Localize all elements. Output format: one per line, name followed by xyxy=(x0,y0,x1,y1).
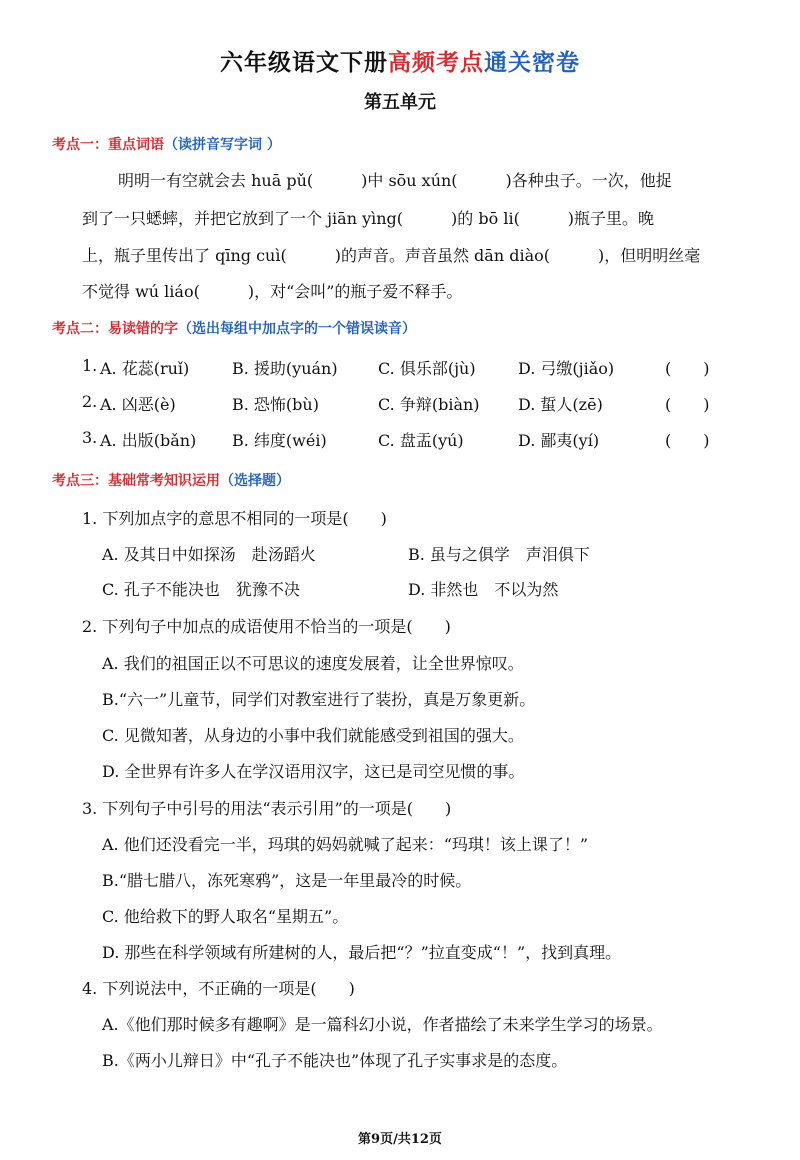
question-4-option-b: B.《两小儿辩日》中“孔子不能决也”体现了孔子实事求是的态度。 xyxy=(102,1051,568,1070)
question-1-option-b: B. 虽与之俱学 声泪俱下 xyxy=(408,545,590,564)
section1-line-2: 到了一只蟋蟀，并把它放到了一个 jiān yìng( )的 bō li( )瓶子里。晚 xyxy=(82,209,655,228)
option-a: A. 花蕊(ruǐ) xyxy=(100,359,190,378)
question-3-option-b: B.“腊七腊八，冻死寒鸦”，这是一年里最冷的时候。 xyxy=(102,871,472,890)
answer-blank: ( ) xyxy=(665,359,710,378)
title-part-grade: 六年级语文下册 xyxy=(220,49,388,76)
question-2-option-d: D. 全世界有许多人在学汉语用汉字，这已是司空见惯的事。 xyxy=(102,762,525,781)
option-c: C. 盘盂(yú) xyxy=(378,431,464,450)
option-d: D. 鄙夷(yí) xyxy=(518,431,600,450)
question-1-option-a: A. 及其日中如探汤 赴汤蹈火 xyxy=(102,545,316,564)
option-b: B. 纬度(wéi) xyxy=(232,431,327,450)
question-4-option-a: A.《他们那时候多有趣啊》是一篇科幻小说，作者描绘了未来学生学习的场景。 xyxy=(102,1015,663,1034)
question-1-option-c: C. 孔子不能决也 犹豫不决 xyxy=(102,580,300,599)
row-number: 2. xyxy=(82,392,98,411)
title-part-highlight: 高频考点 xyxy=(388,49,484,76)
section1-line-3: 上，瓶子里传出了 qīng cuì( )的声音。声音虽然 dān diào( )，但明明丝毫 xyxy=(82,246,701,265)
section3-heading xyxy=(52,470,290,490)
question-3-option-a: A. 他们还没看完一半，玛琪的妈妈就喊了起来：“玛琪！该上课了！” xyxy=(102,835,589,854)
question-3-stem: 3. 下列句子中引号的用法“表示引用”的一项是( ) xyxy=(82,799,452,818)
question-4-stem: 4. 下列说法中，不正确的一项是( ) xyxy=(82,979,355,998)
question-1-stem: 1. 下列加点字的意思不相同的一项是( ) xyxy=(82,509,387,528)
section1-line-1: 明明一有空就会去 huā pǔ( )中 sōu xún( )各种虫子。一次，他捉 xyxy=(118,171,672,190)
section1-heading xyxy=(52,134,281,154)
option-a: A. 凶恶(è) xyxy=(100,395,176,414)
section1-line-4: 不觉得 wú liáo( )，对“会叫”的瓶子爱不释手。 xyxy=(82,282,463,301)
option-d: D. 蜇人(zē) xyxy=(518,395,603,414)
answer-blank: ( ) xyxy=(665,395,710,414)
question-1-option-d: D. 非然也 不以为然 xyxy=(408,580,559,599)
option-a: A. 出版(bǎn) xyxy=(100,431,197,450)
section3-note: （选择题） xyxy=(220,473,290,489)
section1-label: 考点一：重点词语 xyxy=(52,137,164,153)
row-number: 1. xyxy=(82,356,98,375)
option-b: B. 恐怖(bù) xyxy=(232,395,319,414)
question-2-stem: 2. 下列句子中加点的成语使用不恰当的一项是( ) xyxy=(82,617,451,636)
question-3-option-c: C. 他给救下的野人取名“星期五”。 xyxy=(102,907,349,926)
page-number: 第9页/共12页 xyxy=(358,1132,442,1147)
question-2-option-b: B.“六一”儿童节，同学们对教室进行了装扮，真是万象更新。 xyxy=(102,690,536,709)
option-b: B. 援助(yuán) xyxy=(232,359,338,378)
section2-label: 考点二：易读错的字 xyxy=(52,321,178,337)
answer-blank: ( ) xyxy=(665,431,710,450)
section2-heading xyxy=(52,318,416,338)
section1-note: （读拼音写字词 ） xyxy=(164,137,281,153)
question-2-option-a: A. 我们的祖国正以不可思议的速度发展着，让全世界惊叹。 xyxy=(102,654,524,673)
unit-subtitle: 第五单元 xyxy=(364,92,436,113)
question-2-option-c: C. 见微知著，从身边的小事中我们就能感受到祖国的强大。 xyxy=(102,726,524,745)
title-part-test: 通关密卷 xyxy=(484,49,580,76)
row-number: 3. xyxy=(82,428,98,447)
page-title xyxy=(0,44,800,77)
section2-note: （选出每组中加点字的一个错误读音） xyxy=(178,321,416,337)
option-c: C. 俱乐部(jù) xyxy=(378,359,476,378)
option-d: D. 弓缴(jiǎo) xyxy=(518,359,615,378)
section3-label: 考点三：基础常考知识运用 xyxy=(52,473,220,489)
option-c: C. 争辩(biàn) xyxy=(378,395,480,414)
question-3-option-d: D. 那些在科学领域有所建树的人，最后把“？”拉直变成“！”，找到真理。 xyxy=(102,943,622,962)
